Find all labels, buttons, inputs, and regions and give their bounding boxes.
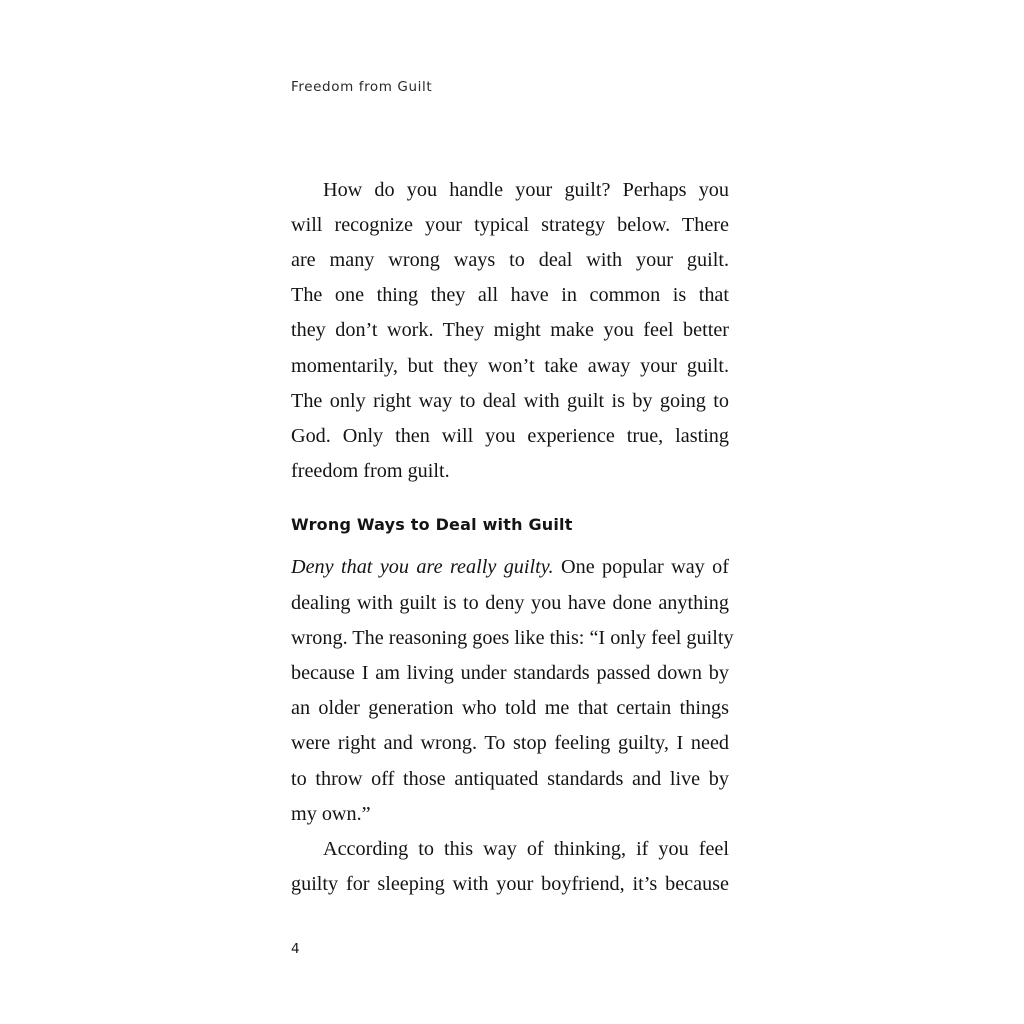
- italic-lead: Deny that you are really guilty.: [291, 556, 554, 578]
- text-line: The only right way to deal with guilt is by going to: [291, 390, 729, 412]
- text-line: to throw off those antiquated standards and live by: [291, 768, 729, 790]
- text-line: God. Only then will you experience true, lasting: [291, 425, 729, 447]
- text-line: momentarily, but they won’t take away your guilt.: [291, 355, 729, 377]
- text-line: guilty for sleeping with your boyfriend, it’s because: [291, 873, 729, 895]
- text-line: freedom from guilt.: [291, 460, 450, 482]
- text-line: they don’t work. They might make you feel better: [291, 319, 729, 341]
- running-head: Freedom from Guilt: [291, 79, 433, 95]
- section-heading: Wrong Ways to Deal with Guilt: [291, 515, 573, 534]
- text-line: dealing with guilt is to deny you have done anything: [291, 592, 729, 614]
- text-line: The one thing they all have in common is that: [291, 284, 729, 306]
- text-line: How do you handle your guilt? Perhaps you: [323, 179, 729, 201]
- lead-rest: One popular way of: [553, 556, 729, 578]
- text-line: were right and wrong. To stop feeling guilty, I need: [291, 732, 729, 754]
- text-line: are many wrong ways to deal with your guilt.: [291, 249, 729, 271]
- text-line: my own.”: [291, 803, 371, 825]
- text-line: will recognize your typical strategy below. There: [291, 214, 729, 236]
- text-line: because I am living under standards passed down by: [291, 662, 729, 684]
- text-line: According to this way of thinking, if you feel: [323, 838, 729, 860]
- text-line-lead: [291, 555, 729, 579]
- text-line: wrong. The reasoning goes like this: “I only feel guilty: [291, 627, 734, 649]
- text-line: an older generation who told me that certain things: [291, 697, 729, 719]
- page-number: 4: [291, 941, 300, 957]
